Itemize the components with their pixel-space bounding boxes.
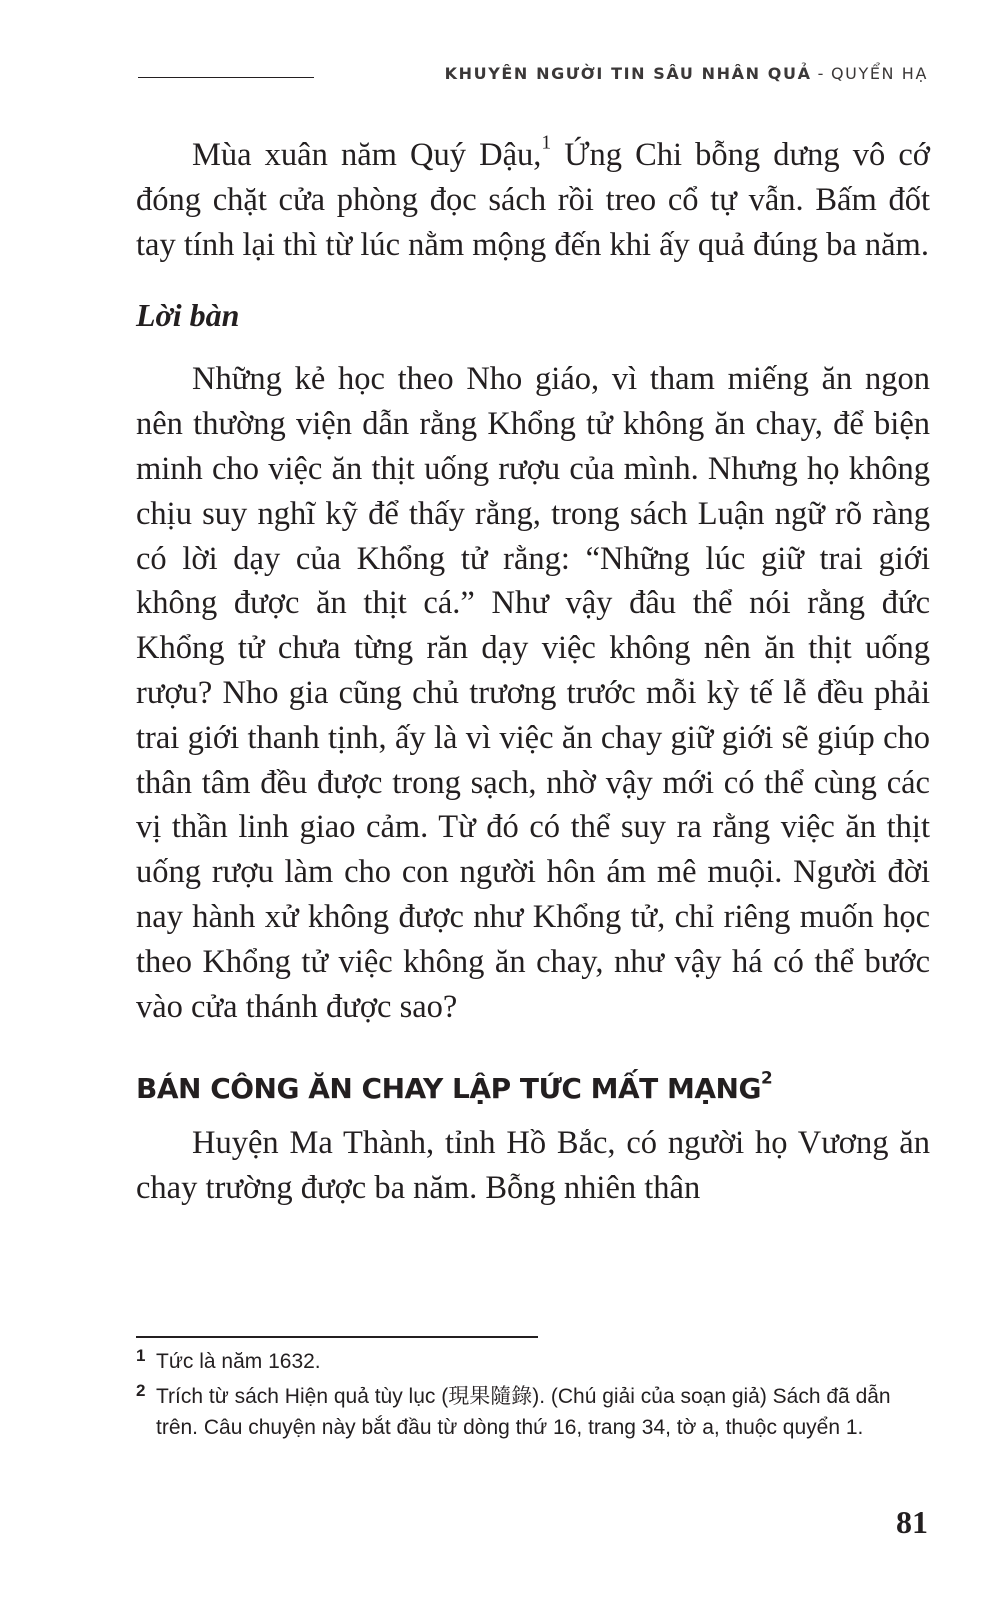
footnote-rule xyxy=(136,1336,538,1338)
footnote-text: Tức là năm 1632. xyxy=(156,1350,321,1373)
footnote xyxy=(136,1346,930,1377)
volume-label: QUYỂN HẠ xyxy=(830,64,928,83)
book-title: KHUYÊN NGƯỜI TIN SÂU NHÂN QUẢ xyxy=(444,64,812,83)
footnote-mark: 1 xyxy=(136,1346,146,1365)
footnote-text: Trích từ sách Hiện quả tùy lục (現果隨錄). (Chú giải của soạn giả) Sách đã dẫn trên. Câu chuyện này bắt đầu từ dòng thứ 16, trang 34, tờ a, thuộc quyển 1. xyxy=(156,1385,891,1439)
footnote-ref[interactable]: 1 xyxy=(541,132,552,154)
footnote-ref[interactable]: 2 xyxy=(760,1068,773,1089)
footnotes xyxy=(136,1346,930,1447)
running-head xyxy=(445,64,928,83)
header-separator: - xyxy=(817,64,825,83)
body-paragraph xyxy=(136,133,930,267)
page-body xyxy=(136,133,930,1211)
commentary-heading: Lời bàn xyxy=(136,297,240,334)
body-paragraph: Huyện Ma Thành, tỉnh Hồ Bắc, có người họ Vương ăn chay trường được ba năm. Bỗng nhiên thân xyxy=(136,1125,930,1207)
footnote-mark: 2 xyxy=(136,1381,146,1400)
paragraph-text: Mùa xuân năm Quý Dậu, xyxy=(192,137,542,173)
commentary-paragraph: Những kẻ học theo Nho giáo, vì tham miếng ăn ngon nên thường viện dẫn rằng Khổng tử không ăn chay, để biện minh cho việc ăn thịt uống rượu của mình. Nhưng họ không chịu suy nghĩ kỹ để thấy rằng, trong sách Luận ngữ rõ ràng có lời dạy của Khổng tử rằng: “Những lúc giữ trai giới không được ăn thịt cá.” Như vậy đâu thể nói rằng đức Khổng tử chưa từng răn dạy việc không nên ăn thịt uống rượu? Nho gia cũng chủ trương trước mỗi kỳ tế lễ đều phải trai giới thanh tịnh, ấy là vì việc ăn chay giữ giới sẽ giúp cho thân tâm đều được trong sạch, nhờ vậy mới có thể cùng các vị thần linh giao cảm. Từ đó có thể suy ra rằng việc ăn thịt uống rượu làm cho con người hôn ám mê muội. Người đời nay hành xử không được như Khổng tử, chỉ riêng muốn học theo Khổng tử việc không ăn chay, như vậy há có thể bước vào cửa thánh được sao? xyxy=(136,361,930,1025)
header-rule xyxy=(138,77,314,78)
paragraph-text: Ứng Chi bỗng dưng vô cớ đóng chặt cửa phòng đọc sách rồi treo cổ tự vẫn. Bấm đốt tay tính lại thì từ lúc nằm mộng đến khi ấy quả đúng ba năm. xyxy=(136,137,930,263)
section-title-text: BÁN CÔNG ĂN CHAY LẬP TỨC MẤT MẠNG xyxy=(136,1072,761,1106)
page-number: 81 xyxy=(896,1504,928,1540)
footnote xyxy=(136,1381,930,1443)
section-title xyxy=(136,1067,930,1111)
